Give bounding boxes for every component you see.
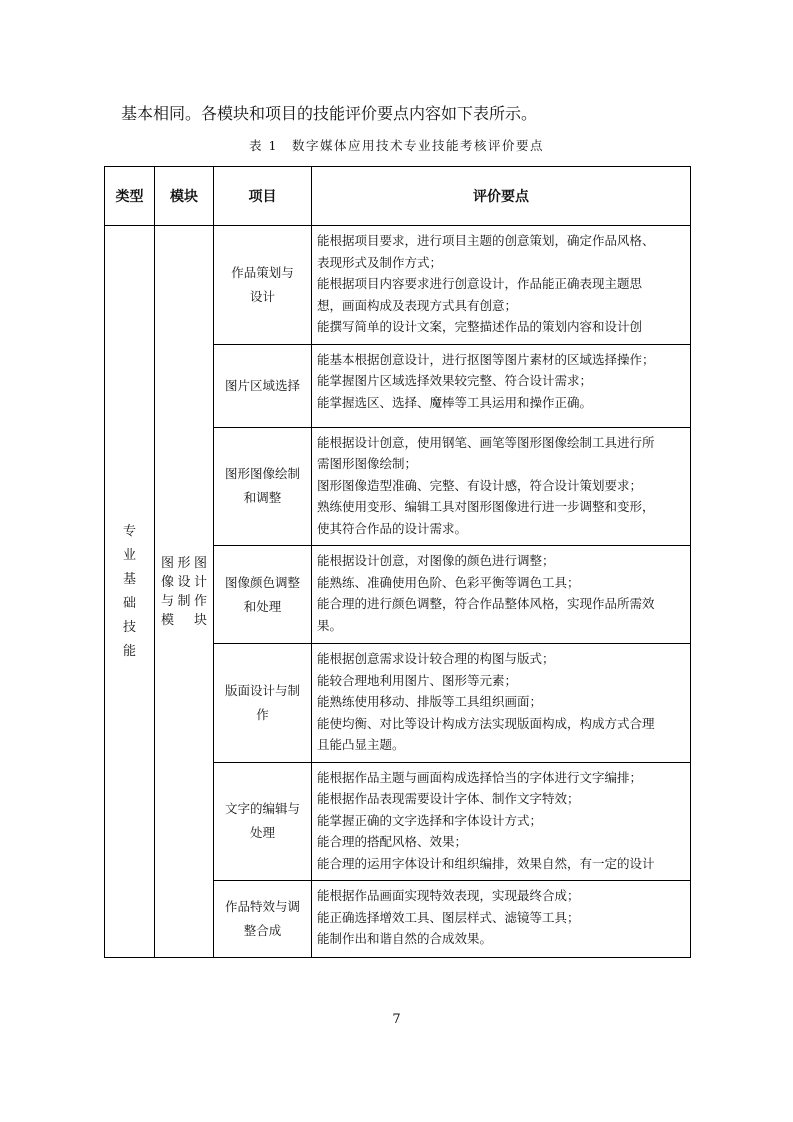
evaluation-point: 能根据设计创意，使用钢笔、画笔等图形图像绘制工具进行所	[317, 434, 655, 450]
evaluation-point: 果。	[317, 617, 343, 633]
evaluation-point: 能根据项目要求，进行项目主题的创意策划，确定作品风格、	[317, 233, 655, 248]
evaluation-point: 能根据作品表现需要设计字体、制作文字特效；	[317, 791, 580, 806]
table-body	[105, 226, 691, 958]
evaluation-point: 能正确选择增效工具、图层样式、滤镜等工具；	[317, 909, 580, 925]
header-module: 模块	[155, 167, 214, 226]
evaluation-point: 能撰写简单的设计文案，完整描述作品的策划内容和设计创	[317, 319, 643, 334]
evaluation-point: 且能凸显主题。	[317, 737, 405, 752]
evaluation-point: 能熟练、准确使用色阶、色彩平衡等调色工具；	[317, 574, 580, 590]
evaluation-point: 需图形图像绘制；	[317, 456, 418, 471]
points-cell	[312, 762, 691, 881]
item-cell: 图像颜色调整 和处理	[214, 546, 312, 644]
evaluation-point: 能熟练使用移动、排版等工具组织画面；	[317, 694, 543, 709]
evaluation-point: 表现形式及制作方式；	[317, 254, 443, 270]
item-cell: 作品特效与调 整合成	[214, 881, 312, 958]
item-cell: 作品策划与 设计	[214, 226, 312, 345]
evaluation-point: 能根据作品画面实现特效表现，实现最终合成；	[317, 888, 580, 903]
evaluation-point: 想，画面构成及表现方式具有创意；	[317, 297, 518, 313]
evaluation-point: 能根据项目内容要求进行创意设计，作品能正确表现主题思	[317, 276, 643, 291]
header-points: 评价要点	[312, 167, 691, 226]
intro-text: 基本相同。各模块和项目的技能评价要点内容如下表所示。	[121, 104, 538, 123]
header-item: 项目	[214, 167, 312, 226]
evaluation-point: 能根据作品主题与画面构成选择恰当的字体进行文字编排；	[317, 769, 643, 785]
table-row	[105, 226, 691, 345]
points-cell	[312, 226, 691, 345]
evaluation-point: 图形图像造型准确、完整、有设计感，符合设计策划要求；	[317, 477, 643, 493]
item-cell: 版面设计与制 作	[214, 644, 312, 763]
evaluation-point: 能掌握选区、选择、魔棒等工具运用和操作正确。	[317, 394, 593, 410]
evaluation-point: 能制作出和谐自然的合成效果。	[317, 931, 493, 946]
evaluation-point: 能根据创意需求设计较合理的构图与版式；	[317, 651, 555, 666]
evaluation-point: 能根据设计创意，对图像的颜色进行调整；	[317, 553, 555, 568]
evaluation-point: 能合理的运用字体设计和组织编排，效果自然，有一定的设计	[317, 855, 655, 871]
page-number: 7	[392, 1012, 401, 1027]
table-header-row	[105, 167, 691, 226]
item-cell: 文字的编辑与 处理	[214, 762, 312, 881]
evaluation-point: 能较合理地利用图片、图形等元素；	[317, 672, 518, 688]
evaluation-point: 能基本根据创意设计，进行抠图等图片素材的区域选择操作；	[317, 351, 655, 367]
module-cell: 图形图 像设计 与制作 模块	[155, 226, 214, 958]
evaluation-point: 熟练使用变形、编辑工具对图形图像进行进一步调整和变形，	[317, 499, 655, 514]
points-cell	[312, 881, 691, 958]
points-cell	[312, 644, 691, 763]
item-cell: 图片区域选择	[214, 344, 312, 427]
evaluation-point: 能掌握正确的文字选择和字体设计方式；	[317, 812, 543, 828]
evaluation-table	[104, 166, 691, 958]
evaluation-point: 使其符合作品的设计需求。	[317, 520, 468, 536]
item-cell: 图形图像绘制 和调整	[214, 427, 312, 546]
type-cell: 专 业 基 础 技 能	[105, 226, 155, 958]
evaluation-point: 能合理的搭配风格、效果；	[317, 834, 468, 849]
points-cell	[312, 344, 691, 427]
table-caption: 表 1 数字媒体应用技术专业技能考核评价要点	[249, 138, 544, 153]
header-type: 类型	[105, 167, 155, 226]
evaluation-point: 能合理的进行颜色调整，符合作品整体风格，实现作品所需效	[317, 596, 655, 611]
points-cell	[312, 546, 691, 644]
points-cell	[312, 427, 691, 546]
evaluation-point: 能使均衡、对比等设计构成方法实现版面构成，构成方式合理	[317, 715, 655, 731]
evaluation-point: 能掌握图片区域选择效果较完整、符合设计需求；	[317, 373, 593, 388]
